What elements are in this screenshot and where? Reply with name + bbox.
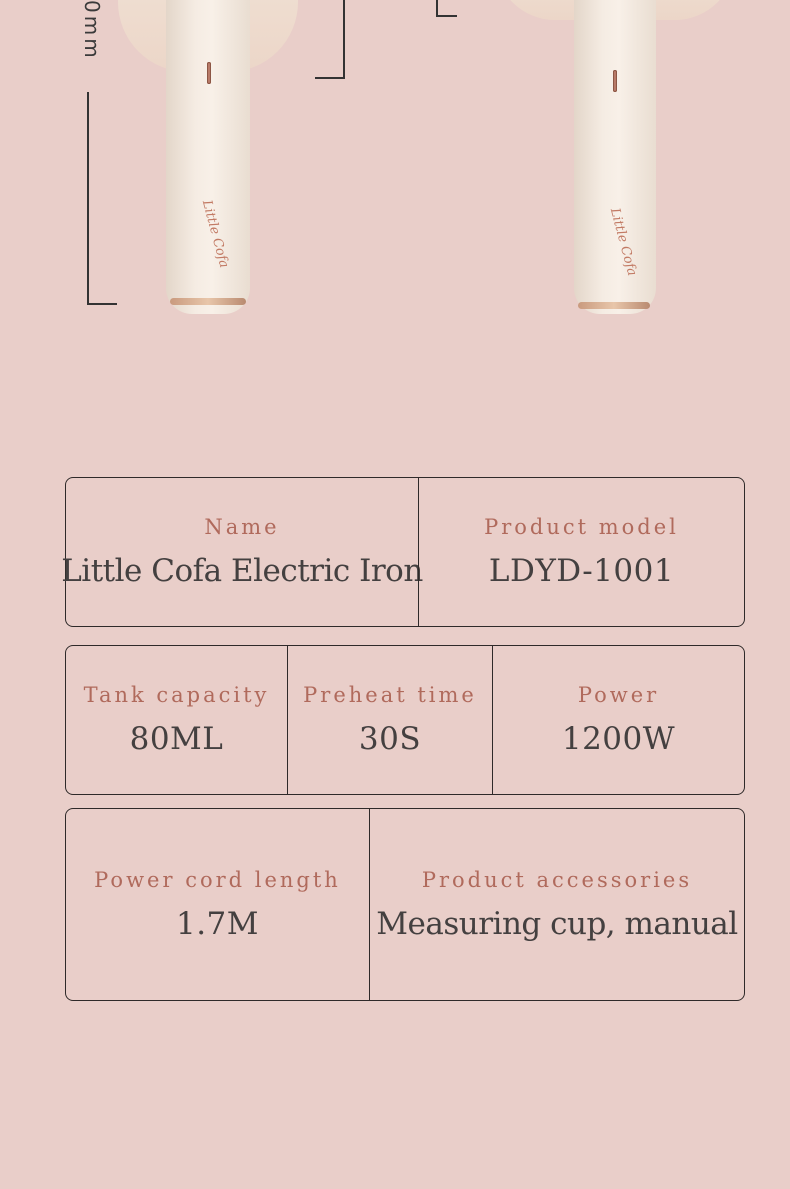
spec-cell-product-accessories	[369, 809, 744, 1000]
spec-cell-name	[61, 478, 423, 626]
spec-label: Name	[204, 515, 280, 539]
spec-value: Measuring cup, manual	[376, 905, 738, 942]
spec-cell-preheat-time	[287, 646, 492, 794]
spec-label: Tank capacity	[83, 683, 270, 707]
dimension-line-second-vertical	[436, 0, 438, 16]
iron-right-ring	[578, 302, 650, 309]
spec-row-2	[65, 645, 745, 795]
iron-left-handle	[166, 0, 250, 314]
iron-left-slot-icon	[207, 62, 211, 84]
spec-value: Little Cofa Electric Iron	[61, 553, 423, 589]
spec-value: 1200W	[561, 721, 676, 757]
spec-value: LDYD-1001	[488, 553, 675, 589]
spec-cell-model	[418, 478, 744, 626]
iron-right-handle	[574, 0, 656, 314]
spec-label: Power cord length	[94, 867, 341, 892]
spec-cell-tank-capacity	[66, 646, 287, 794]
spec-label: Power	[577, 683, 660, 707]
dimension-label: 0mm	[80, 0, 104, 61]
spec-value: 1.7M	[175, 905, 260, 942]
product-illustration	[0, 0, 790, 330]
iron-right-slot-icon	[613, 70, 617, 92]
iron-left-ring	[170, 298, 246, 305]
dimension-line-right-vertical	[343, 0, 345, 78]
iron-left-brand-mark: Little Cofa	[198, 198, 232, 270]
dimension-line-second-tick	[436, 15, 457, 17]
spec-label: Preheat time	[303, 683, 477, 707]
spec-label: Product model	[484, 515, 679, 539]
dimension-line-right-tick	[315, 77, 345, 79]
spec-cell-power-cord-length	[66, 809, 369, 1000]
spec-cell-power	[492, 646, 744, 794]
dimension-line-vertical	[87, 92, 89, 304]
spec-row-1	[61, 477, 745, 627]
spec-row-3	[65, 808, 745, 1001]
iron-right-brand-mark: Little Cofa	[606, 206, 640, 278]
spec-label: Product accessories	[421, 867, 693, 892]
spec-value: 80ML	[129, 721, 224, 757]
spec-value: 30S	[358, 721, 422, 757]
dimension-line-bottom-tick	[87, 303, 117, 305]
